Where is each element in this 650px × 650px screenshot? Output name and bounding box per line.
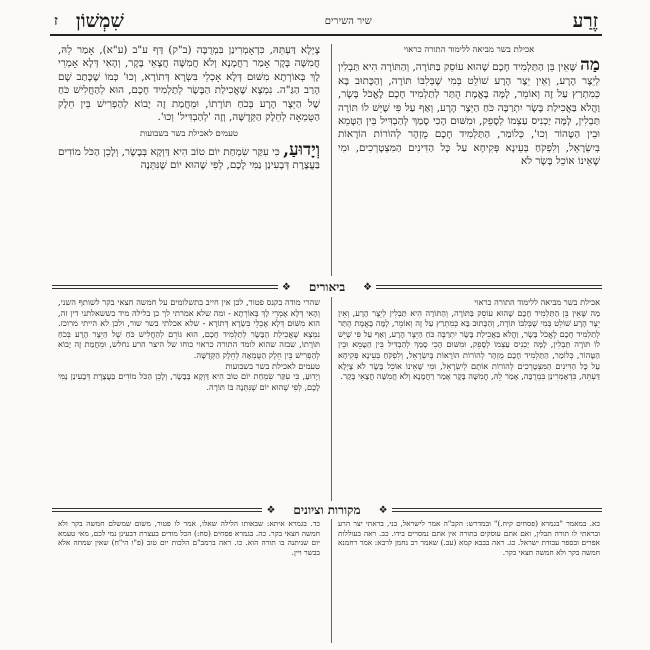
main-right-column — [338, 44, 600, 276]
ornament-icon: ❖ — [266, 504, 276, 516]
sources-label: מקורות וציונים — [293, 502, 361, 517]
main-left-subhead: טעמים לאכילת בשר בשבועות — [139, 129, 239, 140]
main-left-column — [58, 44, 320, 276]
ornament-icon: ❖ — [363, 281, 373, 293]
main-right-subhead: אכילת בשר מביאה ללימוד התורה כראוי — [403, 45, 535, 55]
banner-rule — [376, 285, 602, 289]
main-left-text-1: צָיְלָא דַּעְתֵּהּ, כִּדְאָמְרִינַן בִּמְרֻבָּה (ב"ק) דַּף ע"ב (ע"א), אָמַר לֵהּ, חֲמִשָּׁה בָּקָר אָמַר רַחֲמָנָא וְלֹא חֲמִשָּׁה חֲצָאֵי בָּקָר, וְהָאִי דְּלָא אָמְרֵי לָךְ בְּאוֹרְתָא מִשּׁוּם דְּלָא אָכְלֵי בִּשְׂרָא דְּתוֹרָא, וְכוּ' כְּמוֹ שֶׁכָּתַב שָׁם הָרַב הַגַּ"ה. נִמְצָא שֶׁאֲכִילַת הַבָּשָׂר לְתַלְמִיד חָכָם, הוּא לְהַחֲלִישׁ כֹּחַ שֶׁל הַיֵּצֶר הָרָע בְּכֹחַ תּוֹרָתוֹ, וּמֵחֲמַת זֶה יָבוֹא לְהַפְרִישׁ בֵּין חֵלֶק הַטֻּמְאָה לְחֵלֶק הַקְּדֻשָּׁה, וְזֶה 'לְהַבְדִּיל' וְכוּ'. — [58, 44, 320, 124]
ornament-icon: ❖ — [378, 504, 388, 516]
biurim-text — [58, 297, 600, 501]
banner-rule — [392, 508, 602, 512]
main-left-text-2: כִּי עִקַּר שִׂמְחַת יוֹם טוֹב הִיא דַּוְקָא בְּבָשָׂר, וְלָכֵן הַכֹּל מוֹדִים בַּעֲצֶרֶת דְּבָעִינַן נַמִּי לָכֶם, לְפִי שֶׁהוּא יוֹם שֶׁנִּתְּנָה — [58, 145, 320, 172]
sources-text — [58, 519, 600, 647]
header-title-right: זֶרַע — [572, 9, 598, 32]
main-left-lead-word: וְיָדוּעַ, — [283, 139, 320, 160]
banner-rule — [52, 508, 262, 512]
running-header — [50, 8, 602, 36]
biurim-left-column: שהרי מודה בקנס פטור, לכן אין חייב בתשלומים על חמשה חצאי בקר לשותף השני, וְהָאִי דְּלָא אָמְרֵי לָךְ בְּאוֹרְתָא - ומה שלא אמרתי לך כן בלילה מיד כששאלתני דין זה, הוא מִשּׁוּם דְּלָא אָכְלֵי בִּשְׂרָא דְּתוֹרָא - שלא אכלתי בשר שור, ולכן לא הייתי מרוכז. נִמְצָא שֶׁאֲכִילַת הַבָּשָׂר לְתַלְמִיד חָכָם, הוּא גּוֹרֵם לְהַחֲלִישׁ כֹּחַ שֶׁל הַיֵּצֶר הָרָע בְּכֹחַ תּוֹרָתוֹ, שבזה שהוא לומד התורה כראוי כוחו של היצר הרע נחלש, וּמֵחֲמַת זֶה יָבוֹא לְהַפְרִישׁ בֵּין חֵלֶק הַטֻּמְאָה לְחֵלֶק הַקְּדֻשָּׁה. טעמים לאכילת בשר בשבועות וְיָדוּעַ, כִּי עִקַּר שִׂמְחַת יוֹם טוֹב הִיא דַּוְקָא בְּבָשָׂר, וְלָכֵן הַכֹּל מוֹדִים בַּעֲצֶרֶת דְּבָעִינַן נַמִּי לָכֶם, לְפִי שֶׁהוּא יוֹם שֶׁנִּתְּנָה בּוֹ תּוֹרָה. — [58, 297, 320, 392]
biurim-label: ביאורים — [308, 279, 346, 294]
sources-right-column: כא. במאמר "בגמרא (פסחים קיח.)" ובמדרש: הקב"ה אמר לישראל, בני, בראתי יצר הרע ובראתי לו תורה תבלין, ואם אתם עוסקים בתורה אין אתם נמסרים בידו. כב. ראה בעוללות אפרים ובספר עבודת ישראל. כג. ראה בבבא קמא (עב.) שאמר רב נחמן לרבא: אמר רחמנא חמשה בקר ולא חמשה חצאי בקר. — [338, 519, 600, 557]
header-subtitle: שיר השירים — [324, 15, 372, 27]
main-right-lead-word: מַה — [580, 55, 600, 76]
header-title-left: שִׁמְשׁוֹן — [75, 9, 124, 32]
banner-rule — [52, 285, 278, 289]
main-column-divider — [331, 44, 332, 276]
ornament-icon: ❖ — [281, 281, 291, 293]
biurim-right-column: אכילת בשר מביאה ללימוד התורה כראוי מַה שֶּׁאֵין בֵּן הַתַּלְמִיד חָכָם שֶׁהוּא עוֹסֵק בַּתּוֹרָה, וְהַתּוֹרָה הִיא תַּבְלִין לְיֵצֶר הָרָע, וְאֵין יֵצֶר הָרָע שׁוֹלֵט בְּמִי שֶׁבְּלִבּוֹ תּוֹרָה, וְהַכָּתוּב בָּא כְּמִתְרַץ עַל זֶה וְאוֹמֵר, לָמָּה בֶּאֱמֶת הֻתַּר לְתַלְמִיד חָכָם לֶאֱכֹל בָּשָׂר, וַהֲלֹא בַּאֲכִילַת בָּשָׂר יִתְרַבֶּה כֹּחַ הַיֵּצֶר הָרָע, וְאַף עַל פִּי שֶׁיֵּשׁ לוֹ תּוֹרָה תַּבְלִין, לָמָּה יַכְנִיס עַצְמוֹ לְסָפֵק, וּמִשּׁוּם הָכִי סָמַךְ לְהַבְדִּיל בֵּין הַטָּמֵא וּבֵין הַטָּהוֹר, כְּלוֹמַר, הַתַּלְמִיד חָכָם מֻזְהָר לְהוֹרוֹת הוֹרָאוֹת בְּיִשְׂרָאֵל, וְלִפְקֹחַ בְּעֵינָא פְּקִיחָא עַל כָּל הַדִּינִים הַמִּצְטָרְכִים לְהוֹרוֹת אוֹתָם לְיִשְׂרָאֵל, וּמִי שֶׁאֵינוֹ אוֹכֵל בָּשָׂר לֹא צָיְלָא דַּעְתֵּהּ, כִּדְאָמְרִינַן בִּמְרֻבָּה, אָמַר לֵהּ, חֲמִשָּׁה בָּקָר אָמַר רַחֲמָנָא וְלֹא חֲמִשָּׁה חֲצָאֵי בָּקָר. — [338, 297, 600, 382]
sources-column-divider — [331, 519, 332, 643]
page-number: ז — [54, 12, 58, 29]
sources-banner — [52, 502, 602, 518]
main-text — [58, 44, 600, 276]
biurim-banner — [52, 279, 602, 295]
sources-left-column: כד. בגמרא איתא: שבאותו הלילה שאלו, אמר לו פטור, משום שמשלם חמשה בקר ולא חמשה חצאי בקר. כה. בגמרא פסחים (סח:) הכל מודים בעצרת דבעינן נמי לכם, מאי טעמא יום שניתנה בו תורה הוא. כו. ראה ברמב"ם הלכות יום טוב (פ"ו הי"ח) שאין שמחה אלא בבשר ויין. — [58, 519, 320, 557]
header-left-group — [54, 10, 124, 33]
biurim-column-divider — [331, 297, 332, 501]
main-right-text: שֶּׁאֵין בֵּן הַתַּלְמִיד חָכָם שֶׁהוּא עוֹסֵק בַּתּוֹרָה, וְהַתּוֹרָה הִיא תַּבְלִין לְיֵצֶר הָרָע, וְאֵין יֵצֶר הָרָע שׁוֹלֵט בְּמִי שֶׁבְּלִבּוֹ תּוֹרָה, וְהַכָּתוּב בָּא כְּמִתְרַץ עַל זֶה וְאוֹמֵר, לָמָּה בֶּאֱמֶת הֻתַּר לְתַלְמִיד חָכָם לֶאֱכֹל בָּשָׂר, וַהֲלֹא בַּאֲכִילַת בָּשָׂר יִתְרַבֶּה כֹּחַ הַיֵּצֶר הָרָע, וְאַף עַל פִּי שֶׁיֵּשׁ לוֹ תּוֹרָה תַּבְלִין, לָמָּה יַכְנִיס עַצְמוֹ לְסָפֵק, וּמִשּׁוּם הָכִי סָמַךְ לְהַבְדִּיל בֵּין הַטָּמֵא וּבֵין הַטָּהוֹר וְכוּ', כְּלוֹמַר, הַתַּלְמִיד חָכָם מֻזְהָר לְהוֹרוֹת הוֹרָאוֹת בְּיִשְׂרָאֵל, וְלִפְקֹחַ בְּעֵינָא פְּקִיחָא עַל כָּל הַדִּינִים הַמִּצְטָרְכִים, וּמִי שֶׁאֵינוֹ אוֹכֵל בָּשָׂר לֹא — [338, 61, 600, 168]
